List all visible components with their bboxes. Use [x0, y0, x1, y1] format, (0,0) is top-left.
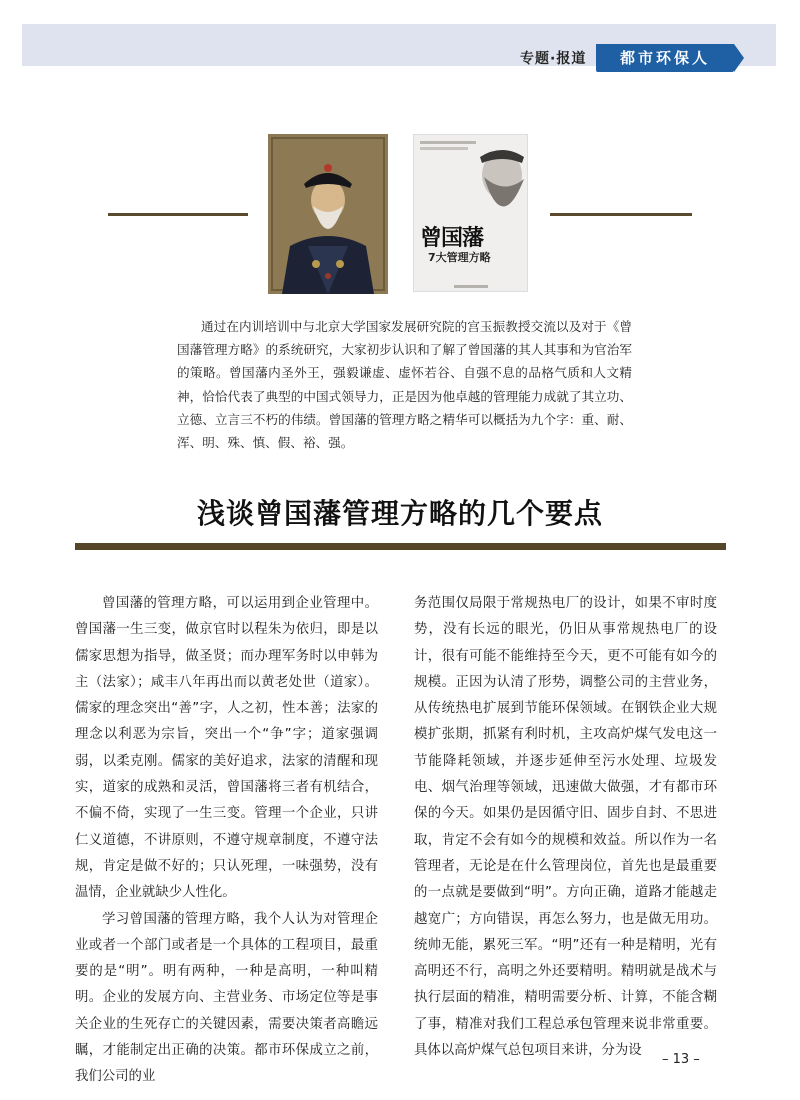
body-paragraph-continued: 务范围仅局限于常规热电厂的设计，如果不审时度势，没有长远的眼光，仍旧从事常规热电厂的设计，很有可能不能维持至今天，更不可能有如今的规模。正因为认清了形势，调整公司的主营业务，从传统热电扩展到节能环保领域。在钢铁企业大规模扩张期，抓紧有利时机，主攻高炉煤气发电这一节能降耗领域，并逐步延伸至污水处理、垃圾发电、烟气治理等领域，迅速做大做强，才有都市环保的今天。如果仍是因循守旧、固步自封、不思进取，肯定不会有如今的规模和效益。所以作为一名管理者，无论是在什么管理岗位，首先也是最重要的一点就是要做到“明”。方向正确，道路才能越走越宽广；方向错误，再怎么努力，也是做无用功。统帅无能，累死三军。“明”还有一种是精明，光有高明还不行，高明之外还要精明。精明就是战术与执行层面的精准，精明需要分析、计算，不能含糊了事，精准对我们工程总承包管理来说非常重要。具体以高炉煤气总包项目来讲，分为设	[414, 596, 717, 1059]
book-cover-image	[413, 134, 528, 292]
intro-paragraph: 通过在内训培训中与北京大学国家发展研究院的宫玉振教授交流以及对于《曾国藩管理方略》的系统研究，大家初步认识和了解了曾国藩的其人其事和为官治军的策略。曾国藩内圣外王，强毅谦虚、虚怀若谷、自强不息的品格气质和人文精神，恰恰代表了典型的中国式领导力，正是因为他卓越的管理能力成就了其立功、立德、立言三不朽的伟绩。曾国藩的管理方略之精华可以概括为九个字：重、耐、浑、明、殊、慎、假、裕、强。	[177, 319, 632, 451]
decorative-rule-right	[550, 213, 692, 216]
section-label: 专题·报道	[520, 51, 587, 67]
body-column-right	[414, 591, 717, 1064]
page-number: – 13 –	[662, 1052, 700, 1067]
brand-logo: 都市环保人	[596, 44, 734, 72]
book-cover-subtitle: 7大管理方略	[428, 251, 491, 264]
article-title: 浅谈曾国藩管理方略的几个要点	[196, 497, 603, 530]
decorative-rule-left	[108, 213, 248, 216]
book-cover-title: 曾国藩	[420, 225, 484, 251]
portrait-image	[268, 134, 388, 294]
body-column-left	[75, 591, 378, 1091]
brand-logo-tail	[734, 44, 744, 72]
title-rule	[75, 543, 726, 550]
body-paragraph: 曾国藩的管理方略，可以运用到企业管理中。曾国藩一生三变，做京官时以程朱为依归，即是以儒家思想为指导，做圣贤；而办理军务时以申韩为主（法家）；咸丰八年再出而以黄老处世（道家）。儒家的理念突出“善”字，人之初，性本善；法家的理念以利恶为宗旨，突出一个“争”字；道家强调弱，以柔克刚。儒家的美好追求，法家的清醒和现实，道家的成熟和灵活，曾国藩将三者有机结合，不偏不倚，实现了一生三变。管理一个企业，只讲仁义道德，不讲原则，不遵守规章制度，不遵守法规，肯定是做不好的；只认死理，一味强势，没有温情，企业就缺少人性化。	[75, 596, 378, 901]
body-paragraph: 学习曾国藩的管理方略，我个人认为对管理企业或者一个部门或者是一个具体的工程项目，最重要的是“明”。明有两种，一种是高明，一种叫精明。企业的发展方向、主营业务、市场定位等是事关企业的生死存亡的关键因素，需要决策者高瞻远瞩，才能制定出正确的决策。都市环保成立之前，我们公司的业	[75, 911, 378, 1085]
